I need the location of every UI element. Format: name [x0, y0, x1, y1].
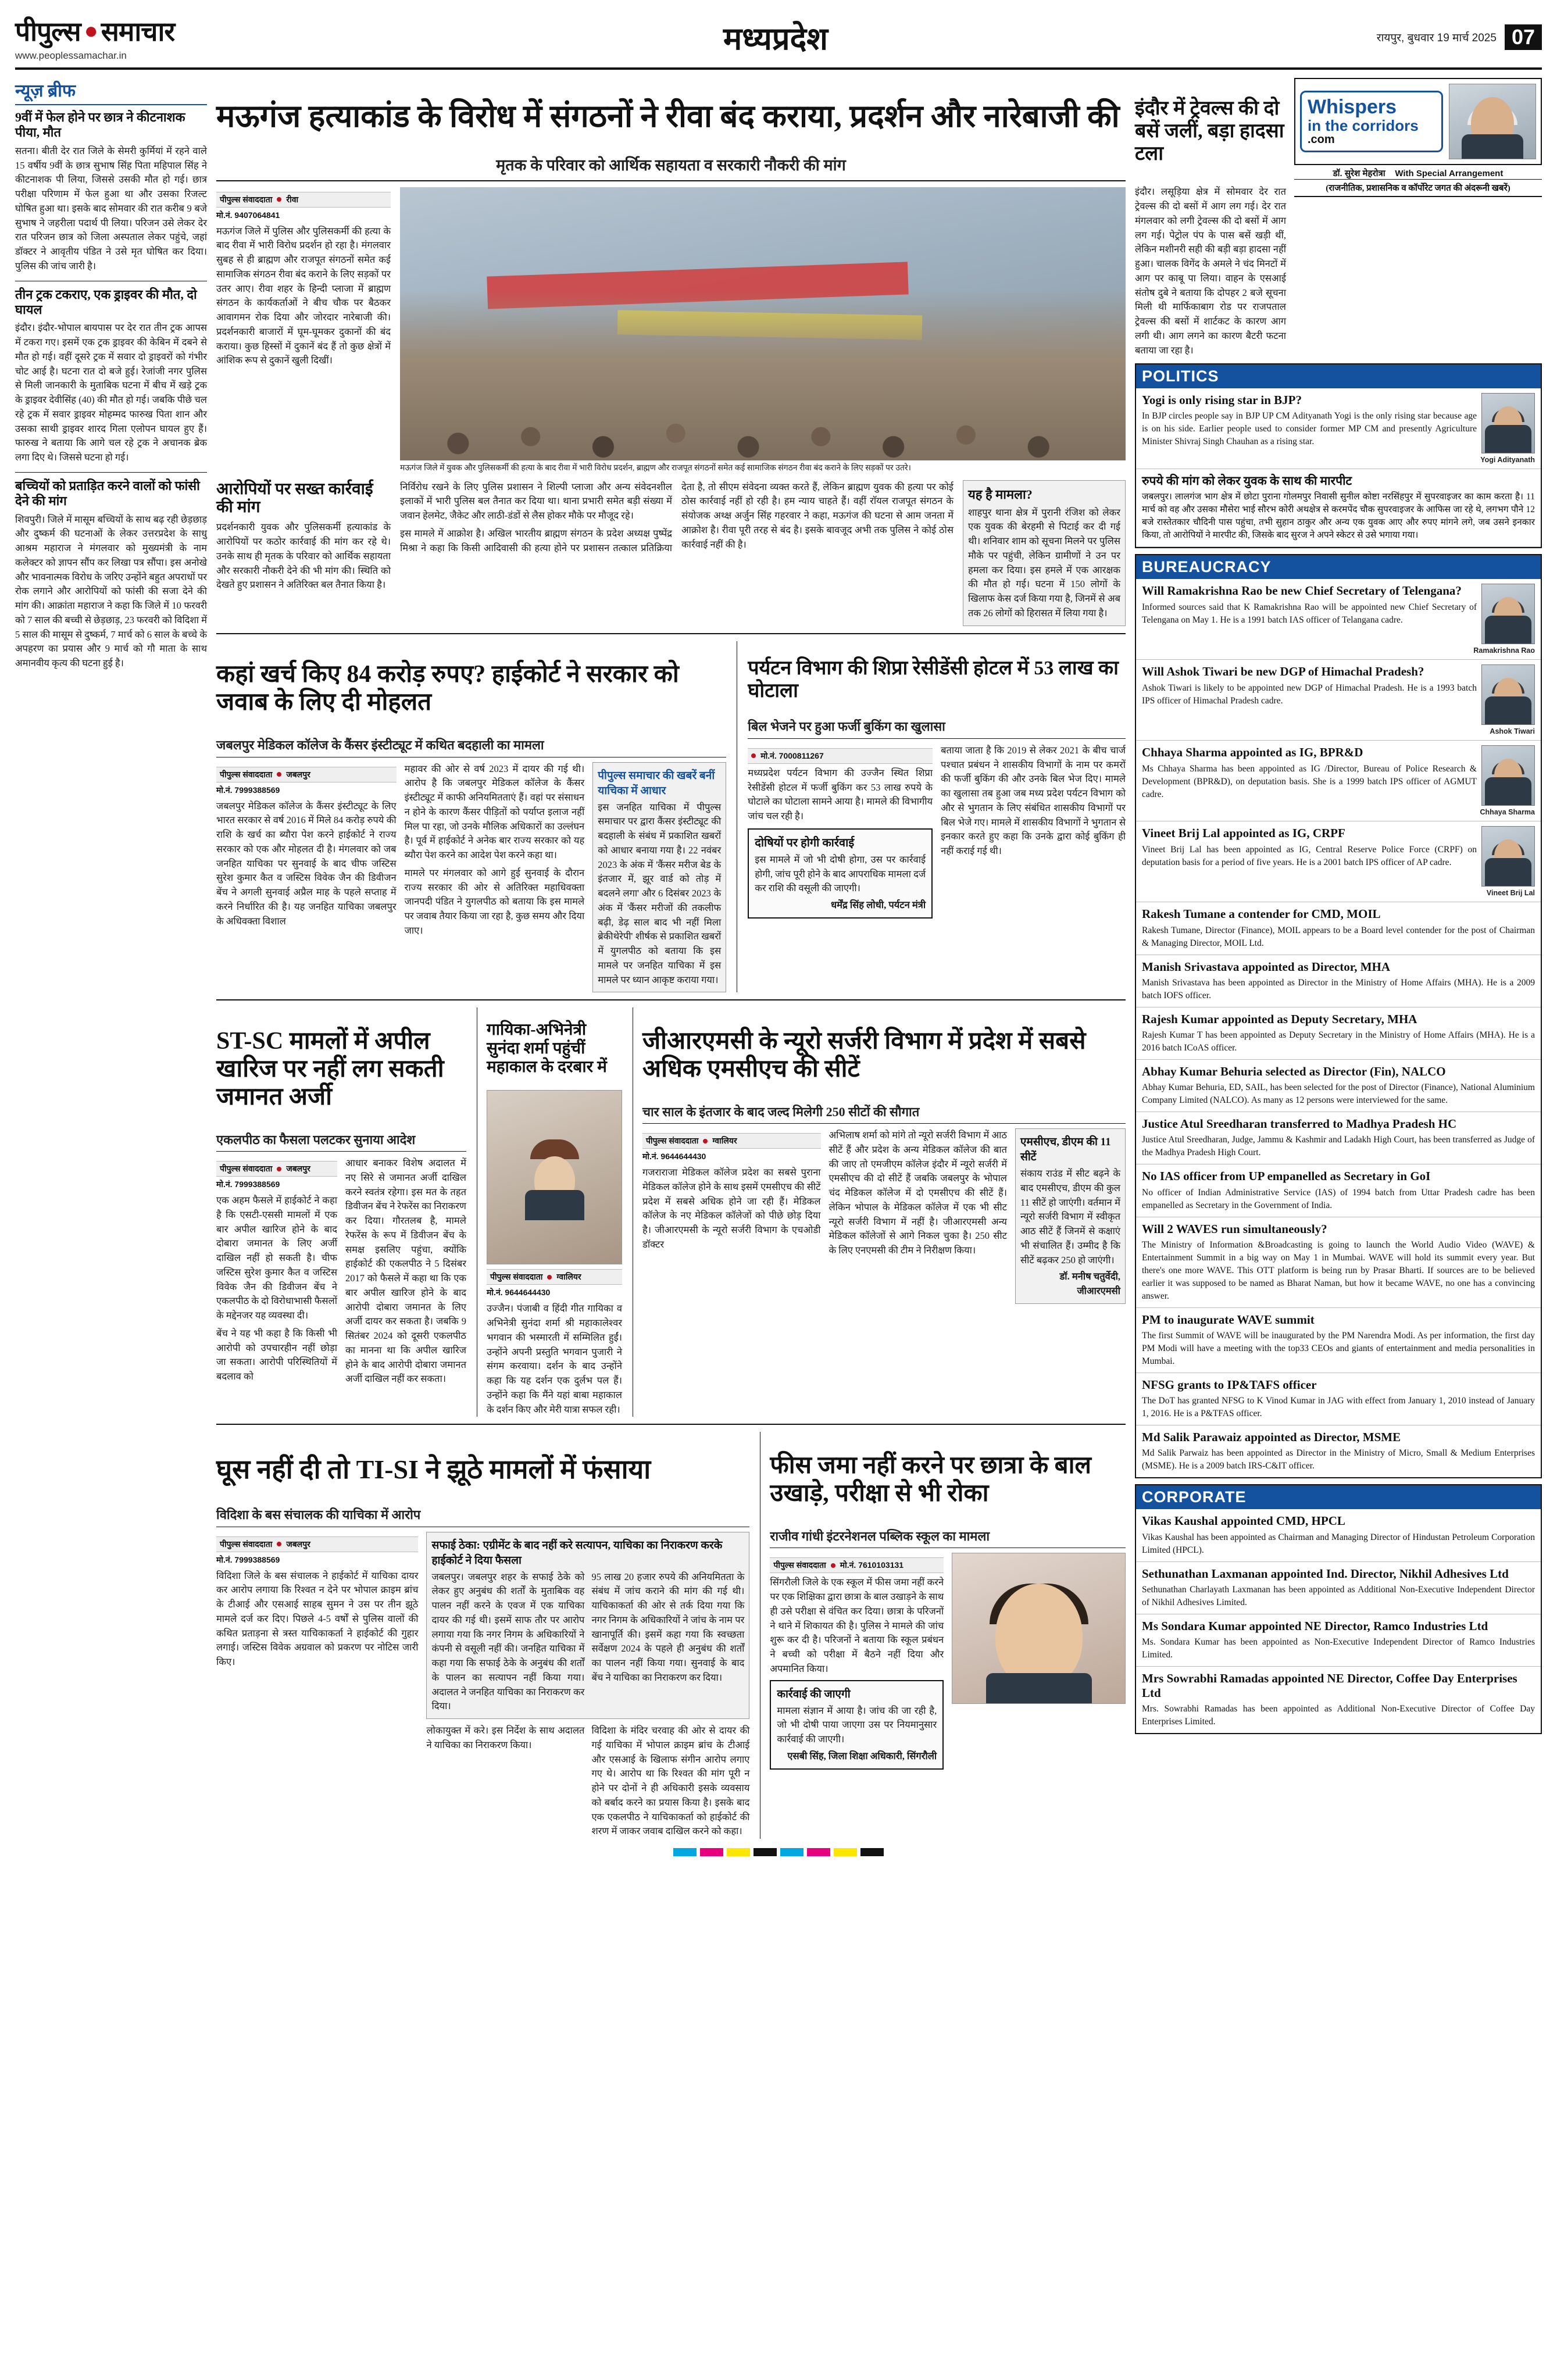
lead-paragraph: निर्विरोध रखने के लिए पुलिस प्रशासन ने शिल्पी प्लाजा और अन्य संवेदनशील इलाकों में भारी पुलिस बल तैनात कर दिया था। थाना प्रभारी समेत बड़ी संख्या में जवान हेलमेट, जैकेट और लाठी-डंडों से लैस होकर मौके पर मौजूद रहे।	[400, 481, 672, 521]
byline	[216, 767, 397, 782]
bullet-icon	[831, 1563, 835, 1568]
reg-mark-cyan	[673, 1848, 697, 1856]
info-box	[770, 1680, 944, 1770]
reg-mark-black-2	[860, 1848, 884, 1856]
rail-item-title: Will Ashok Tiwari be new DGP of Himachal Pradesh?	[1142, 664, 1424, 679]
grmc-paragraph: अभिलाष शर्मा को मांगे तो न्यूरो सर्जरी विभाग में आठ सीटें हैं और प्रदेश के अन्य मेडिकल कॉलेज की बात की जाए तो एमजीएम कॉलेज इंदौर में न्यूरो सर्जरी में एमसीएच की दो सीटें हैं जबकि जबलपुर के भोपाल चंद मेडिकल कॉलेज में दो एमसीएच की सीटें हैं। लेकिन भोपाल के मेडिकल कॉलेज में एक भी सीट न्यूरो सर्जरी विभाग में नहीं है। जीआरएमसी अन्य मेडिकल कॉलेजों से आगे निकल चुका है। 250 सीट के लिए एनएमसी की टीम ने निरीक्षण किया।	[829, 1130, 1007, 1256]
website-url[interactable]: www.peoplessamachar.in	[15, 50, 127, 61]
rail-item-text: No officer of Indian Administrative Service (IAS) of 1994 batch from Uttar Pradesh cadre has been empanelled as Secretary in the Government of India.	[1142, 1187, 1535, 1210]
sidebar-text: प्रदर्शनकारी युवक और पुलिसकर्मी हत्याकांड के आरोपियों पर कठोर कार्रवाई की मांग कर रहे थे। उनके साथ ही मृतक के परिवार को आर्थिक सहायता और सरकारी नौकरी देने की भी मांग की। स्थिति को देखते हुए प्रशासन ने अतिरिक्त बल तैनात किया है।	[216, 521, 391, 591]
byline	[216, 1161, 337, 1177]
face	[1494, 406, 1522, 440]
reporter-mobile: मो.नं. 9644644430	[642, 1152, 706, 1162]
tourism-cols	[748, 744, 1126, 919]
reporter-mobile: मो.नं. 7000811267	[760, 751, 824, 760]
highcourt-paragraph: जबलपुर मेडिकल कॉलेज के कैंसर इंस्टीट्यूट के लिए भारत सरकार से वर्ष 2016 में मिले 84 करोड़ रुपये की राशि के खर्च का ब्यौरा पेश करने हाईकोर्ट ने राज्य सरकार को एक और मोहलत दी है। मंगलवार को जब जनहित याचिका पर सुनवाई के बाद चीफ जस्टिस सुरेश कुमार कैत व जस्टिस विवेक जैन की डिवीजन बेंच ने अगली सुनवाई अप्रैल माह के पहले सप्ताह में करने निर्धारित की है। यह जनहित याचिका जबलपुर के अधिवक्ता विशाल	[216, 800, 397, 927]
brief-item	[15, 110, 207, 274]
info-box-title: सफाई ठेका: एग्रीमेंट के बाद नहीं करे सत्यापन, याचिका का निराकरण करके हाईकोर्ट ने दिया फैसला	[431, 1539, 723, 1567]
stsc-paragraph: आधार बनाकर विशेष अदालत में नए सिरे से जमानत अर्जी दाखिल करने स्वतंत्र रहेगा। इस मत के तहत डिवीजन बेंच ने रेफरेंस का निराकरण कर दिया। गौरतलब है, मामले रेफरेंस के रूप में डिवीजन बेंच के समक्ष इसलिए पहुंचा, क्योंकि हाईकोर्ट की एकलपीठ ने 5 दिसंबर 2017 को फैसले में कहा था कि एक बार अपील खारिज होने के बाद आरोपी दोबारा जमानत के लिए अर्जी दायर कर सकता है। जबकि 9 सितंबर 2024 को दूसरी एकलपीठ का मानना था कि अपील खारिज होने के बाद आरोपी दोबारा जमानत अर्जी दाखिल नहीं कर सकता।	[345, 1157, 466, 1385]
lead-top-row	[216, 187, 1126, 474]
bullet-icon	[703, 1139, 708, 1143]
info-box-text-2: 95 लाख 20 हजार रुपये की अनियमितता के संबंध में जांच कराने की मांग की गई थी। याचिकाकर्ता की ओर से तर्क दिया गया कि नगर निगम के अधिकारियों ने जांच के नाम पर खानापूर्ति की। इसमें कहा गया कि स्वच्छता सर्वेक्षण 2024 के पहले ही अनुबंध की शर्तों का पालन नहीं किया गया। सुनवाई के बाद बेंच ने याचिका का निराकरण कर दिया।	[591, 1571, 745, 1683]
info-box	[592, 762, 726, 993]
masthead-right	[1377, 24, 1542, 50]
rail-item-text: Vineet Brij Lal has been appointed as IG, Central Reserve Police Force (CRPF) on deputation basis for a period of five years. He is a 2001 batch IPS officer of AP cadre.	[1142, 844, 1477, 867]
rail-item-text: Vikas Kaushal has been appointed as Chairman and Managing Director of Hindustan Petroleum Corporation Limited (HPCL).	[1142, 1532, 1535, 1555]
byline	[216, 1536, 418, 1552]
byline-location: ग्वालियर	[556, 1272, 581, 1282]
byline	[216, 192, 391, 208]
person-photo	[1481, 664, 1535, 725]
rail-item	[1136, 388, 1541, 469]
rail-item-text: Informed sources said that K Ramakrishna Rao will be appointed new Chief Secretary of Telengana on May 1. He is a 1991 batch IAS officer of Telangana cadre.	[1142, 602, 1477, 625]
rail-section-corporate	[1135, 1484, 1542, 1734]
rail-item-title: Manish Srivastava appointed as Director, MHA	[1142, 959, 1391, 974]
rail-item	[1136, 579, 1541, 660]
reg-mark-yellow-2	[834, 1848, 857, 1856]
whispers-line1-text: Whispers	[1308, 96, 1397, 118]
tourism-headline: पर्यटन विभाग की शिप्रा रेसीडेंसी होटल में 53 लाख का घोटाला	[748, 657, 1119, 702]
reg-mark-yellow	[727, 1848, 750, 1856]
bribe-col-2	[426, 1532, 749, 1839]
indore-article	[1135, 78, 1286, 358]
rail-item-title: Yogi is only rising star in BJP?	[1142, 393, 1302, 408]
reporter-mobile: मो.नं. 9644644430	[487, 1288, 551, 1298]
whispers-column	[1294, 78, 1542, 358]
info-box	[426, 1532, 749, 1720]
whispers-brand	[1294, 78, 1542, 165]
rail-item	[1136, 902, 1541, 955]
rail-item-title: Rakesh Tumane a contender for CMD, MOIL	[1142, 907, 1381, 921]
info-box-title: यह है मामला?	[968, 487, 1033, 502]
lead-article	[216, 99, 1126, 626]
info-box	[1015, 1128, 1126, 1304]
rail-item	[1136, 1164, 1541, 1217]
highcourt-paragraph: महावर की ओर से वर्ष 2023 में दायर की गई थी। आरोप है कि जबलपुर मेडिकल कॉलेज के कैंसर इंस्टीट्यूट में काफी अनियमितताएं हैं। वहां पर संसाधन न होने के कारण कैंसर पीड़ितों को पर्याप्त इलाज नहीं मिल पा रहा, जो उनके मौलिक अधिकारों का उल्लंघन है। पूर्व में हाईकोर्ट ने अनेक बार राज्य सरकार को यह ब्यौरा पेश करने का आदेश पेश करने कहा था।	[404, 763, 585, 860]
bribe-paragraph: विदिशा के मंदिर चरवाह की ओर से दायर की गई याचिका में भोपाल क्राइम ब्रांच के टीआई और एसआई के खिलाफ संगीन आरोप लगाए गए थे। आरोप था कि रिश्वत की मांग पूरी न होने पर दोनों ने ही अधिकारी इसके व्यवसाय को बर्बाद करने का प्रयास किया है। इसके बाद एक एकलपीठ ने याचिकाकर्ता को हाईकोर्ट की शरण में जाकर जवाब दाखिल करने को कहा।	[591, 1725, 750, 1837]
rail-item-text: In BJP circles people say in BJP UP CM Adityanath Yogi is the only rising star because age is on his side. Earlier people used to consider former MP CM and presently Agriculture Minister Shivraj Singh Chauhan as a rising star.	[1142, 411, 1477, 447]
color-registration-bar	[15, 1848, 1542, 1856]
person-photo	[1481, 826, 1535, 887]
highcourt-cols	[216, 762, 726, 993]
bribe-paragraph: लोकायुक्त में करे। इस निर्देश के साथ अदालत ने याचिका का निराकरण किया।	[426, 1725, 585, 1750]
photo-caption: मऊगंज जिले में युवक और पुलिसकर्मी की हत्या के बाद रीवा में भारी विरोध प्रदर्शन, ब्राह्मण और राजपूत संगठनों समेत कई सामाजिक संगठन रीवा बंद कराने के लिए सड़कों पर उतरे।	[400, 463, 911, 473]
info-box-text: इस मामले में जो भी दोषी होगा, उस पर कार्रवाई होगी, जांच पूरी होने के बाद आपराधिक मामला दर्ज कर राशि की वसूली की जाएगी।	[755, 853, 926, 894]
tourism-subheadline: बिल भेजने पर हुआ फर्जी बुकिंग का खुलासा	[748, 719, 1126, 739]
info-box-attribution: धर्मेंद्र सिंह लोधी, पर्यटन मंत्री	[830, 899, 926, 911]
face	[1471, 97, 1514, 149]
reporter-mobile: मो.नं. 7999388569	[216, 1554, 280, 1564]
rail-item-text: Mrs. Sowrabhi Ramadas has been appointed as Additional Non-Executive Director of Coffee Day Enterprises Limited.	[1142, 1704, 1535, 1727]
stsc-article	[216, 1007, 466, 1417]
person-photo-caption: Chhaya Sharma	[1480, 808, 1535, 817]
byline	[642, 1133, 821, 1149]
divider	[15, 472, 207, 473]
main-content-column	[216, 78, 1126, 1839]
lead-paragraph: इस मामले में आक्रोश है। अखिल भारतीय ब्राह्मण संगठन के प्रदेश अध्यक्ष पुष्पेंद्र मिश्रा ने कहा कि किसी आदिवासी की हत्या होने पर प्रशासन तत्काल प्रतिक्रिया देता है, तो सीएम संवेदना व्यक्त करते हैं, लेकिन ब्राह्मण युवक की हत्या पर कोई ठोस कार्रवाई नहीं हो रही है। हम न्याय चाहते हैं। वहीं राॅयल राजपूत संगठन के संयोजक अथ्क्ष अर्जुन सिंह गहरवार ने कहा, मऊगंज की घटना से आम जनता में आक्रोश है। रीवा पूरी तरह से बंद है। इसके बावजूद अभी तक पुलिस ने कोई ठोस कार्रवाई नहीं की है।	[400, 481, 954, 553]
rail-item	[1136, 741, 1541, 821]
date-line: रायपुर, बुधवार 19 मार्च 2025	[1376, 32, 1497, 44]
info-box	[963, 480, 1126, 626]
rail-top	[1135, 78, 1542, 358]
rail-item-title: Ms Sondara Kumar appointed NE Director, Ramco Industries Ltd	[1142, 1618, 1488, 1633]
tourism-paragraph: बताया जाता है कि 2019 से लेकर 2021 के बीच चार्ज पश्चात प्रबंधन ने शासकीय विभागों के नाम पर कमरों की फर्जी बुकिंग की और उनके बिल भेज दिए। मामले का खुलासा तब हुआ जब मध्य प्रदेश पर्यटन विभाग को और से भुगतान के लिए संबंधित शासकीय विभागों पर बिल भेजे गए। मामले में शासकीय विभागों ने भुगतान से इनकार करते हुए कहा कि उनके द्वारा कोई बुकिंग ही नहीं कराई गई थी।	[941, 744, 1126, 857]
lead-headline: मऊगंज हत्याकांड के विरोध में संगठनों ने रीवा बंद कराया, प्रदर्शन और नारेबाजी की	[216, 99, 1120, 134]
rail-section-politics	[1135, 363, 1542, 548]
reg-mark-cyan-2	[780, 1848, 804, 1856]
byline-text: पीपुल्स संवाददाता	[220, 194, 273, 204]
rail-item-title: Mrs Sowrabhi Ramadas appointed NE Director, Coffee Day Enterprises Ltd	[1142, 1671, 1517, 1700]
second-deck	[216, 641, 1126, 993]
right-rail	[1135, 78, 1542, 1839]
tourism-article	[737, 641, 1126, 993]
rail-item	[1136, 955, 1541, 1007]
brief-item	[15, 478, 207, 671]
rail-item-title: PM to inaugurate WAVE summit	[1142, 1312, 1315, 1327]
rail-item	[1136, 1425, 1541, 1477]
byline-text: पीपुल्स संवाददाता	[220, 1539, 273, 1549]
page-body	[15, 78, 1542, 1839]
section-heading-corporate: CORPORATE	[1136, 1485, 1541, 1509]
stsc-paragraph: एक अहम फैसले में हाईकोर्ट ने कहा है कि एसटी-एससी मामलों में एक बार अपील खारिज होने के बाद दोबारा जमानत के लिए अर्जी दाखिल नहीं हो सकती है। चीफ जस्टिस सुरेश कुमार कैत व जस्टिस विवेक जैन की डिवीजन बेंच ने एकलपीठ के दो विरोधाभासी फैसलों के मद्देनजर यह व्यवस्था दी।	[216, 1195, 337, 1321]
info-box-text: इस जनहित याचिका में पीपुल्स समाचार पर द्वारा कैंसर इंस्टीट्यूट की बदहाली के संबंध में प्रकाशित खबरों को आधार बनाया गया है। 22 नवंबर 2023 के अंक में 'कैंसर मरीज बेड के इंतजार में, झूर वार्ड को तोड़ में बदलने लगा' और 6 दिसंबर 2023 के अंक में 'कैंसर मरीजों की तकलीफ बढ़ी, डेढ़ साल बाद भी नहीं मिला ब्रेकीथेरेपी' शीर्षक से प्रकाशित खबरों में युगलपीठ को बताया कि इस मामले पर जनहित याचिका में इस मामले पर ध्यान आकृष्ट कराया गया।	[598, 801, 722, 985]
person-photo-caption: Vineet Brij Lal	[1486, 889, 1535, 898]
byline-location: जबलपुर	[286, 1164, 310, 1174]
indore-headline: इंदौर में ट्रेवल्स की दो बसें जलीं, बड़ा हादसा टला	[1135, 98, 1284, 165]
lead-body-rest	[400, 480, 954, 626]
bribe-paragraph: विदिशा जिले के बस संचालक ने हाईकोर्ट में याचिका दायर कर आरोप लगाया कि रिश्वत न देने पर भोपाल क्राइम ब्रांच के टीआई और एसआई साहब सुमन ने उस पर तीन झूठे मामले दर्ज कर दिए। पिछले 4-5 वर्षों से पुलिस वालों की कथित प्रताड़ना से त्रस्त याचिकाकर्ता ने हाईकोर्ट की गुहार लगाई। जस्टिस विवेक अग्रवाल को प्रकरण पर नोटिस जारी किए।	[216, 1570, 419, 1668]
brief-text: शिवपुरी। जिले में मासूम बच्चियों के साथ बढ़ रही छेड़छाड़ और दुष्कर्म की घटनाओं के लेकर उत्तरप्रदेश के साधु आश्रम महाराज ने मंगलवार को मुख्यमंत्री के नाम कलेक्टर को ज्ञापन सौंप कर लिखा पत्र सौंपा। इस अनोखे और भावनात्मक विरोध के जरिए उन्होंने बहुत अपराधों पर रोक लगाने और आरोपियों को फांसी की सजा देने की मांग की। आक्रांता महाराज ने कहा कि जिले में 10 फरवरी को 7 साल की बच्ची से छेड़छाड़, 23 फरवरी को विदिशा में 5 साल की मासूम से दुष्कर्म, 7 मार्च को 6 साल के बच्चे के अपहरण का प्रयास और 9 मार्च को गौ माता के साथ अमानवीय कृत्य की घटना हुई है।	[15, 513, 207, 669]
byline	[770, 1557, 944, 1573]
rail-item	[1136, 1112, 1541, 1164]
bullet-icon	[277, 1167, 281, 1171]
byline-location: जबलपुर	[286, 1539, 310, 1549]
reg-mark-magenta-2	[807, 1848, 830, 1856]
rail-item-text: The first Summit of WAVE will be inaugurated by the PM Narendra Modi. As per information, the first day PM Modi will have a meeting with the top33 CEOs and giants of entertainment and media personalities in Mumbai.	[1142, 1330, 1535, 1366]
rail-item-text: Ms Chhaya Sharma has been appointed as IG /Director, Bureau of Police Research & Development (BPR&D), on deputation basis. She is a 1999 batch IPS officer of AGMUT cadre.	[1142, 763, 1477, 799]
divider	[216, 999, 1126, 1000]
singer-paragraph: उज्जैन। पंजाबी व हिंदी गीत गायिका व अभिनेत्री सुनंदा शर्मा श्री महाकालेश्वर भगवान की भस्मारती में सम्मिलित हुईं। उन्होंने अपनी प्रस्तुति भगवान पुजारी ने संगम करवाया। दर्शन के बाद उन्होंने कहा कि यह दर्शन एक दुर्लभ पल हैं। उन्होंने कहा कि मैंने यहां बाबा महाकाल के दर्शन किए और मेरी यात्रा सफल रही।	[487, 1303, 622, 1415]
rail-item-text: The DoT has granted NFSG to K Vinod Kumar in JAG with effect from January 1, 2010 instead of January 1, 2016. He is a P&TFAS officer.	[1142, 1396, 1535, 1419]
columnist-credit	[1294, 165, 1542, 179]
byline-text: पीपुल्स संवाददाता	[220, 769, 273, 779]
lead-subheadline: मृतक के परिवार को आर्थिक सहायता व सरकारी नौकरी की मांग	[216, 156, 1126, 181]
brief-text: इंदौर। इंदौर-भोपाल बायपास पर देर रात तीन ट्रक आपस में टकरा गए। इसमें एक ट्रक ड्राइवर की केबिन में दबने से मौत हो गई। वहीं दूसरे ट्रक में सवार दो ड्राइवरों को गंभीर चोट आई है। घटना रात दो बजे हुई। रेजांजी नगर पुलिस से मिली जानकारी के मुताबिक घटना में बीच में खड़े ट्रक के ड्राइवर देवीसिंह (40) की मौत हो गई। जबकि पीछे चल रहे ट्रक में सवार ड्राइवर मोहम्मद फारुख पिता शान और उसका साथी ड्राइवर शारद गिला एलोपन घायल हुए हैं। फारुख ने बताया कि आगे चल रहे ट्रक ने अचानक ब्रेक लगा दिए थे। जिससे घटना हो गई।	[15, 322, 207, 463]
highcourt-col-2	[405, 762, 585, 993]
bullet-icon	[277, 1542, 281, 1546]
byline-location: जबलपुर	[286, 769, 310, 779]
person-photo	[1481, 393, 1535, 453]
section-heading-bureaucracy: BUREAUCRACY	[1136, 555, 1541, 579]
logo-dot-icon: ●	[84, 17, 98, 44]
rail-section-bureaucracy	[1135, 554, 1542, 1478]
whispers-line1	[1308, 97, 1435, 118]
columnist-arrangement: With Special Arrangement	[1395, 169, 1504, 178]
highcourt-paragraph: मामले पर मंगलवार को आगे हुई सुनवाई के दौरान राज्य सरकार की ओर से अतिरिक्त महाधिवक्ता जानपदी पंडित ने युगलपीठ को बताया कि इस मामले पर जवाब तैयार किया जा रहा है, कुछ समय और दिया जाए।	[404, 867, 585, 936]
info-box-title: पीपुल्स समाचार की खबरें बनीं याचिका में आधार	[598, 769, 715, 797]
rail-item-title: Abhay Kumar Behuria selected as Director (Fin), NALCO	[1142, 1064, 1446, 1078]
info-box-text: शाहपुर थाना क्षेत्र में पुरानी रंजिश को लेकर एक युवक की बेरहमी से पिटाई कर दी गई थी। शनिवार शाम को सूचना मिलने पर पुलिस मौके पर पहुंची, लेकिन ग्रामीणों ने उन पर हमला कर दिया। इस हमले में एक आरक्षक की मौत हो गई। घटना में 150 लोगों के खिलाफ केस दर्ज किया गया है, जिनमें से अब तक 26 लोगों को हिरासत में लिया गया है।	[968, 506, 1120, 619]
section-heading-politics: POLITICS	[1136, 364, 1541, 388]
lead-bottom-row	[216, 480, 1126, 626]
columnist-name: डॉ. सुरेश मेहरोत्रा	[1333, 169, 1385, 178]
highcourt-col-1	[216, 762, 397, 993]
rail-item	[1136, 660, 1541, 741]
reporter-mobile: मो.नं. 7999388569	[216, 785, 280, 795]
bullet-icon	[277, 772, 281, 777]
face	[995, 1584, 1083, 1688]
bribe-col-1	[216, 1532, 418, 1839]
info-box-title: कार्रवाई की जाएगी	[777, 1688, 851, 1700]
grmc-box-col	[1015, 1128, 1126, 1304]
logo-main: पीपुल्स	[15, 16, 81, 47]
rail-item	[1136, 1562, 1541, 1614]
byline-text: पीपुल्स संवाददाता	[490, 1272, 543, 1282]
newspaper-logo	[15, 13, 174, 49]
singer-article	[477, 1007, 622, 1417]
highcourt-article	[216, 641, 726, 993]
rail-item-text: Ms. Sondara Kumar has been appointed as Non-Executive Independent Director of Ramco Industries Limited.	[1142, 1636, 1535, 1660]
face	[1494, 597, 1522, 631]
rail-item-title: Sethunathan Laxmanan appointed Ind. Director, Nikhil Adhesives Ltd	[1142, 1566, 1509, 1581]
person-photo	[1481, 745, 1535, 806]
rail-item-text: Rakesh Tumane, Director (Finance), MOIL appears to be a Board level contender for the post of Chairman & Managing Director, MOIL Ltd.	[1142, 925, 1535, 948]
fourth-deck	[216, 1432, 1126, 1839]
face	[534, 1156, 575, 1205]
rail-item-text: The Ministry of Information &Broadcasting is going to launch the World Audio Video (WAVE) & Entertainment Summit in a big way on May 1 in Mumbai. WAVE will hold its summit every year. But there's one more WAVE. This OTT platform is being run by Prasar Bharti. If sources are to be believed earlier it was supposed to be named as Bharat Naman, but how it became WAVE, no one has a convincing answer.	[1142, 1239, 1535, 1301]
brief-text: सतना। बीती देर रात जिले के सेमरी कुर्मियां में रहने वाले 15 वर्षीय 9वीं के छात्र सुभाष सिंह पिता महिपाल सिंह ने कीटनाशक पी लिया, जिससे उसकी मौत हो गई। छात्र परीक्षा परिणाम में फेल हुआ था और उसका रिजल्ट घोषित हुआ था। इसके बाद सोमवार की रात करीब 9 बजे सुभाष ने जहरीला पदार्थ पी लिया। परिजन उसे लेकर देर रात परिजन छात्र को जिला अस्पताल लेकर पहुंचे, जहां डॉक्टर ने आवृतीय पंडित ने उसे मृत घोषित कर दिया। पुलिस की जांच जारी है।	[15, 145, 207, 271]
rail-item-text: Ashok Tiwari is likely to be appointed new DGP of Himachal Pradesh. He is a 1993 batch IPS officer of Himachal Pradesh cadre.	[1142, 682, 1477, 706]
byline-location: रीवा	[286, 194, 299, 204]
info-box-text: मामला संज्ञान में आया है। जांच की जा रही है, जो भी दोषी पाया जाएगा उस पर नियमानुसार कार्रवाई की जाएगी।	[777, 1704, 937, 1745]
stsc-headline: ST-SC मामलों में अपील खारिज पर नहीं लग सकती जमानत अर्जी	[216, 1028, 444, 1110]
whispers-logo	[1300, 91, 1443, 152]
third-deck	[216, 1007, 1126, 1417]
school-cols	[770, 1553, 1126, 1769]
reg-mark-black	[753, 1848, 777, 1856]
rail-item-text: Rajesh Kumar T has been appointed as Deputy Secretary in the Ministry of Home Affairs (MHA). He is a 2016 batch ICoAS officer.	[1142, 1030, 1535, 1053]
stsc-col-1	[216, 1156, 337, 1386]
school-headline: फीस जमा नहीं करने पर छात्रा के बाल उखाड़े, परीक्षा से भी रोका	[770, 1452, 1091, 1507]
stsc-cols	[216, 1156, 466, 1386]
crowd	[400, 291, 1126, 460]
info-box-text: संकाय राउंड में सीट बढ़ने के बाद एमसीएच, डीएम की कुल 11 सीटें हो जाएंगी। वर्तमान में न्यूरो सर्जरी विभाग में स्वीकृत आठ सीटें हैं जिनमें से कक्षाएं भी संचालित हैं। उम्मीद है कि सीटें बढ़कर 250 हो जाएंगी।	[1020, 1168, 1120, 1266]
bullet-icon	[547, 1275, 552, 1280]
reg-mark-magenta	[700, 1848, 723, 1856]
info-box-title: दोषियों पर होगी कार्रवाई	[755, 836, 855, 849]
brief-title: 9वीं में फेल होने पर छात्र ने कीटनाशक पीया, मौत	[15, 110, 185, 140]
news-brief-column	[15, 78, 207, 1839]
singer-photo	[487, 1090, 622, 1264]
school-col-1	[770, 1553, 944, 1769]
tourism-col-1	[748, 744, 933, 919]
rail-item-title: Md Salik Parawaiz appointed as Director, MSME	[1142, 1430, 1401, 1445]
edition-name: मध्यप्रदेश	[723, 22, 828, 56]
rail-item-title: Rajesh Kumar appointed as Deputy Secretary, MHA	[1142, 1012, 1417, 1026]
rail-item-text: Manish Srivastava has been appointed as Director in the Ministry of Home Affairs (MHA). He is a 2009 batch IOFS officer.	[1142, 977, 1535, 1000]
whispers-line3: .com	[1308, 133, 1335, 146]
rail-item-text: Sethunathan Charlayath Laxmanan has been appointed as Additional Non-Executive Independent Director of Nikhil Adhesives Limited.	[1142, 1584, 1535, 1607]
rail-item-title: NFSG grants to IP&TAFS officer	[1142, 1377, 1317, 1392]
school-article	[760, 1432, 1126, 1839]
tourism-col-2	[941, 744, 1126, 919]
face	[1494, 759, 1522, 792]
brief-item	[15, 287, 207, 465]
rail-item-title: Vineet Brij Lal appointed as IG, CRPF	[1142, 826, 1345, 841]
lead-photo-wrap	[400, 187, 1126, 474]
stsc-subheadline: एकलपीठ का फैसला पलटकर सुनाया आदेश	[216, 1132, 466, 1152]
byline	[748, 748, 933, 764]
masthead-left	[15, 13, 174, 62]
grmc-subheadline: चार साल के इंतजार के बाद जल्द मिलेगी 250 सीटों की सौगात	[642, 1104, 1126, 1124]
bullet-icon	[751, 753, 756, 758]
rail-item-title: No IAS officer from UP empanelled as Secretary in GoI	[1142, 1169, 1431, 1184]
person-photo-caption: Ramakrishna Rao	[1473, 646, 1535, 655]
byline-location: ग्वालियर	[712, 1136, 737, 1146]
lead-first-col	[216, 187, 391, 474]
rail-item	[1136, 1308, 1541, 1373]
highcourt-headline: कहां खर्च किए 84 करोड़ रुपए? हाईकोर्ट ने सरकार को जवाब के लिए दी मोहलत	[216, 661, 679, 716]
reporter-mobile: मो.नं. 9407064841	[216, 210, 280, 220]
bullet-icon	[277, 197, 281, 202]
bribe-cols	[216, 1532, 749, 1839]
info-box-attribution: एसबी सिंह, जिला शिक्षा अधिकारी, सिंगरौली	[787, 1750, 937, 1761]
school-col-2	[952, 1553, 1126, 1769]
rail-item	[1136, 1007, 1541, 1060]
sidebar-title: आरोपियों पर सख्त कार्रवाई की मांग	[216, 480, 373, 517]
divider	[216, 633, 1126, 634]
person-photo-caption: Ashok Tiwari	[1490, 727, 1535, 736]
rail-item-text: Md Salik Parwaiz has been appointed as Director in the Ministry of Micro, Small & Medium Enterprises (MSME). He is a 2009 batch IRS-C&IT officer.	[1142, 1448, 1535, 1471]
grmc-col-1	[642, 1128, 821, 1304]
school-photo	[952, 1553, 1126, 1704]
info-box	[748, 828, 933, 919]
indore-paragraph: इंदौर। लसूड़िया क्षेत्र में सोमवार देर रात ट्रेवल्स की दो बसों में आग लग गई। देर रात मंगलवार को लगी ट्रेवल्स की दो बसों में आग लग गई। पेट्रोल पंप के पास बसें खड़ी थीं, लेकिन मशीनरी सही की बड़ी बड़ा हादसा नहीं हुआ। चालक विगेंद के अमले ने चंद मिनटों में आग पर काबू पा लिया। वाहन के एसआई संतोष दुबे ने बताया कि दोपहर 2 बजे सूचना मिली थी मार्फिकाबाग रोड पर राजपताल ट्रेवल्स की बसों में शार्टकट के कारण आग लगी थी। आग लगने का कारण बैटरी फटना बताया जा रहा है।	[1135, 186, 1286, 356]
singer-headline: गायिका-अभिनेत्री सुनंदा शर्मा पहुंचीं महाकाल के दरबार में	[487, 1021, 607, 1077]
rail-item	[1136, 1667, 1541, 1733]
bribe-article	[216, 1432, 749, 1839]
rail-item	[1136, 1060, 1541, 1112]
divider	[216, 1424, 1126, 1425]
page-number: 07	[1505, 24, 1542, 50]
rail-item	[1136, 1373, 1541, 1425]
brief-title: तीन ट्रक टकराए, एक ड्राइवर की मौत, दो घायल	[15, 287, 197, 317]
rail-item-title: Vikas Kaushal appointed CMD, HPCL	[1142, 1514, 1345, 1528]
news-brief-heading: न्यूज़ ब्रीफ	[15, 78, 207, 105]
stsc-paragraph: बेंच ने यह भी कहा है कि किसी भी आरोपी को उपचारहीन नहीं छोड़ा जा सकता। आरोपी परिस्थितियों में बदलाव को	[216, 1327, 337, 1382]
byline-text: पीपुल्स संवाददाता	[646, 1136, 699, 1146]
columnist-photo	[1449, 84, 1536, 159]
brief-title: बच्चियों को प्रताड़ित करने वालों को फांसी देने की मांग	[15, 478, 200, 509]
bribe-subheadline: विदिशा के बस संचालक की याचिका में आरोप	[216, 1507, 749, 1527]
lead-sidebar-2	[963, 480, 1126, 626]
info-box-text: जबलपुर। जबलपुर शहर के सफाई ठेके को लेकर हुए अनुबंध की शर्तों के मुताबिक वह पालन नहीं करने के एवज में एक याचिका दायर की गई थी। इसमें साफ तौर पर आरोप लगाया गया कि नगर निगम के अधिकारियों ने कंपनी से वसूली नहीं की। जनहित याचिका में कहा गया कि सफाई ठेके के अनुबंध की शर्तों के पालन का सत्यापन नहीं किया गया। अदालत ने जनहित याचिका का निराकरण कर दिया।	[431, 1571, 585, 1712]
lead-paragraph: मऊगंज जिले में पुलिस और पुलिसकर्मी की हत्या के बाद रीवा में भारी विरोध प्रदर्शन हो रहा है। मंगलवार सुबह से ही ब्राह्मण और राजपूत संगठनों समेत कई सामाजिक संगठन रीवा बंद कराने के लिए सड़कों पर उतर आए। रीवा शहर के हिन्दी प्लाजा में ब्राह्मण संगठन के कार्यकर्ताओं ने बीच चौक पर बैठकर आवागमन रोक दिया और जोरदार नारेबाजी की। प्रदर्शनकारी बाजारों में घूम-घूमकर दुकानों की बंद कराया। कुछ हिस्सों में दुकानें बंद हैं तो कुछ क्षेत्रों में आंशिक रूप से दुकानें खुली दिखीं।	[216, 225, 391, 366]
rail-item-text: Justice Atul Sreedharan, Judge, Jammu & Kashmir and Ladakh High Court, has been transferred as Judge of the Madhya Pradesh High Court.	[1142, 1135, 1535, 1158]
reporter-mobile: मो.नं. 7999388569	[216, 1180, 280, 1189]
whispers-line2: in the corridors	[1308, 116, 1419, 134]
rail-item-title: Chhaya Sharma appointed as IG, BPR&D	[1142, 745, 1363, 760]
school-paragraph: सिंगरौली जिले के एक स्कूल में फीस जमा नहीं करने पर एक शिक्षिका द्वारा छात्रा के बाल उखाड़ने के साथ ही उसे परीक्षा से वंचित कर दिया। छात्रा के परिजनों ने थाने में शिकायत की है। पुलिस ने मामले की जांच शुरू कर दी है। परिजनों ने बताया कि स्कूल प्रबंधन ने बच्ची को परीक्षा में बैठने नहीं दिया और अपमानित किया।	[770, 1577, 944, 1674]
face	[1494, 678, 1522, 712]
lead-sidebar-1	[216, 480, 391, 626]
byline-text: पीपुल्स संवाददाता	[773, 1560, 826, 1570]
highcourt-box-col	[592, 762, 726, 993]
rail-item-text: Abhay Kumar Behuria, ED, SAIL, has been selected for the post of Director (Finance), National Aluminium Company Limited (NALCO). As many as 12 persons were interviewed for the same.	[1142, 1082, 1535, 1106]
rail-item-title: Justice Atul Sreedharan transferred to Madhya Pradesh HC	[1142, 1117, 1457, 1131]
stsc-col-2	[345, 1156, 466, 1386]
lead-photo	[400, 187, 1126, 460]
grmc-col-2	[829, 1128, 1008, 1304]
bribe-headline: घूस नहीं दी तो TI-SI ने झूठे मामलों में फंसाया	[216, 1454, 651, 1484]
info-box-title: एमसीएच, डीएम की 11 सीटें	[1020, 1136, 1111, 1164]
rail-item	[1136, 1614, 1541, 1667]
highcourt-subheadline: जबलपुर मेडिकल कॉलेज के कैंसर इंस्टीट्यूट में कथित बदहाली का मामला	[216, 737, 726, 757]
byline	[487, 1269, 622, 1285]
school-subheadline: राजीव गांधी इंटरनेशनल पब्लिक स्कूल का मामला	[770, 1528, 1126, 1549]
rail-item-title: रुपये की मांग को लेकर युवक के साथ की मारपीट	[1142, 474, 1352, 488]
byline-text: पीपुल्स संवाददाता	[220, 1164, 273, 1174]
info-box-attribution: डॉ. मनीष चतुर्वेदी, जीआरएमसी	[1059, 1271, 1120, 1297]
person-photo	[1481, 584, 1535, 644]
logo-sub: समाचार	[101, 16, 175, 47]
reporter-mobile: मो.नं. 7610103131	[840, 1560, 904, 1570]
face	[1494, 839, 1522, 873]
rail-item	[1136, 1509, 1541, 1561]
grmc-article	[633, 1007, 1126, 1417]
rail-item	[1136, 469, 1541, 547]
rail-item-text: जबलपुर। लालगंज भाग क्षेत्र में छोटा पुराना गोलमपुर निवासी सुनील कोष्टा नरसिंहपुर में सुपरवाइजर का काम करता है। 11 मार्च को वह और उसका मौसेरा भाई सौरभ कोरी अथक्षेत्र से करमपेंद चौक सुपरवाइजर के आफिस जा रहे थे, लगभग पौने 12 बजे रास्तेतकार चौदिनी पास पहुंचा, तभी सुहान ठाकुर और अन्य एक युवक आए और रुपए मांगने लगे, जब उसने इनकार किया, तो आरोपियों ने मारपीट की, जिसके बाद सुरज ने अपने स्केटर से उसे भगाया गया।	[1142, 492, 1535, 541]
whispers-note: (राजनीतिक, प्रशासनिक व कॉर्पोरेट जगत की अंदरूनी खबरें)	[1294, 179, 1542, 197]
rail-item-title: Will Ramakrishna Rao be new Chief Secretary of Telengana?	[1142, 584, 1462, 598]
rail-item	[1136, 1217, 1541, 1308]
grmc-headline: जीआरएमसी के न्यूरो सर्जरी विभाग में प्रदेश में सबसे अधिक एमसीएच की सीटें	[642, 1028, 1086, 1082]
person-photo-caption: Yogi Adityanath	[1480, 456, 1535, 464]
rail-item-title: Will 2 WAVES run simultaneously?	[1142, 1221, 1327, 1236]
rail-item	[1136, 821, 1541, 902]
tourism-paragraph: मध्यप्रदेश पर्यटन विभाग की उज्जैन स्थित शिप्रा रेसीडेंसी होटल में फर्जी बुकिंग कर 53 लाख रुपये के घोटाले का घोटाला सामने आया है। मामले की विभागीय जांच चल रही है।	[748, 767, 933, 822]
grmc-cols	[642, 1128, 1126, 1304]
masthead	[15, 13, 1542, 70]
grmc-paragraph: गजराराजा मेडिकल कॉलेज प्रदेश का सबसे पुराना मेडिकल कॉलेज होने के साथ इसमें एमसीएच की सीटें प्रदेश में सबसे अधिक होने जा रही हैं। मेडिकल कॉलेज के नए मेडिकल कॉलेजों को पीछे छोड़ दिया है। जीआरएमसी के न्यूरो सर्जरी विभाग के एचओडी डॉक्टर	[642, 1167, 821, 1250]
